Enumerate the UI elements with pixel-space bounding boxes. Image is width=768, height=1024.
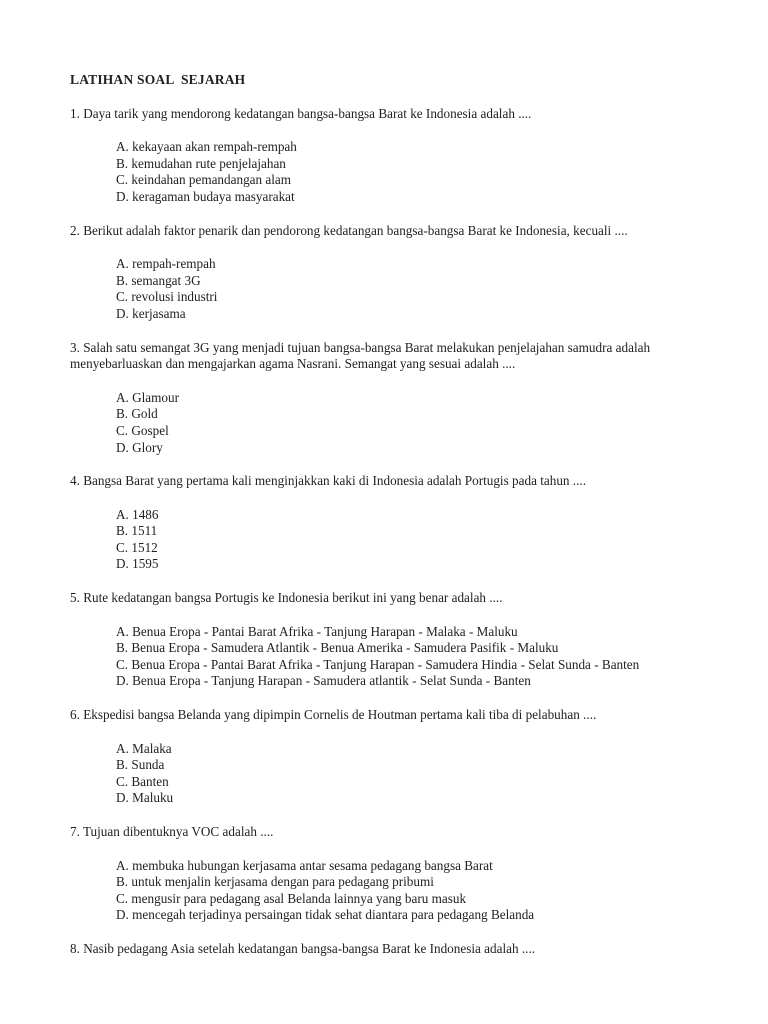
option-list [116, 390, 720, 456]
option-c: C. Gospel [116, 422, 169, 438]
option-list [116, 624, 720, 690]
question-1 [70, 106, 720, 206]
question-text: 2. Berikut adalah faktor penarik dan pendorong kedatangan bangsa-bangsa Barat ke Indonesia, kecuali .... [70, 222, 628, 238]
question-8 [70, 941, 720, 958]
question-4 [70, 473, 720, 573]
question-text: 1. Daya tarik yang mendorong kedatangan bangsa-bangsa Barat ke Indonesia adalah .... [70, 105, 532, 121]
option-a: A. Glamour [116, 389, 179, 405]
option-a: A. 1486 [116, 506, 159, 522]
option-b: B. Gold [116, 406, 158, 422]
option-a: A. rempah-rempah [116, 256, 216, 272]
page-title: LATIHAN SOAL SEJARAH [70, 72, 246, 87]
option-d: D. 1595 [116, 556, 159, 572]
option-b: B. Benua Eropa - Samudera Atlantik - Benua Amerika - Samudera Pasifik - Maluku [116, 640, 559, 656]
option-c: C. revolusi industri [116, 289, 218, 305]
option-a: A. Benua Eropa - Pantai Barat Afrika - Tanjung Harapan - Malaka - Maluku [116, 623, 518, 639]
option-a: A. Malaka [116, 740, 172, 756]
question-5 [70, 590, 720, 690]
option-c: C. keindahan pemandangan alam [116, 172, 292, 188]
question-2 [70, 223, 720, 323]
option-d: D. keragaman budaya masyarakat [116, 188, 295, 204]
question-3 [70, 340, 720, 457]
question-6 [70, 707, 720, 807]
option-list [116, 507, 720, 573]
option-a: A. kekayaan akan rempah-rempah [116, 139, 297, 155]
option-d: D. Maluku [116, 790, 174, 806]
option-list [116, 741, 720, 807]
option-list [116, 139, 720, 205]
document-page [70, 72, 720, 975]
option-list [116, 256, 720, 322]
option-d: D. Benua Eropa - Tanjung Harapan - Samudera atlantik - Selat Sunda - Banten [116, 673, 531, 689]
question-7 [70, 824, 720, 924]
question-text: 4. Bangsa Barat yang pertama kali menginjakkan kaki di Indonesia adalah Portugis pada tahun .... [70, 473, 586, 489]
option-b: B. kemudahan rute penjelajahan [116, 155, 286, 171]
option-d: D. Glory [116, 439, 163, 455]
option-c: C. mengusir para pedagang asal Belanda lainnya yang baru masuk [116, 890, 467, 906]
question-text: 7. Tujuan dibentuknya VOC adalah .... [70, 824, 274, 839]
option-b: B. untuk menjalin kerjasama dengan para pedagang pribumi [116, 874, 434, 890]
question-text: 5. Rute kedatangan bangsa Portugis ke Indonesia berikut ini yang benar adalah .... [70, 590, 503, 606]
option-c: C. 1512 [116, 539, 158, 555]
option-b: B. 1511 [116, 523, 158, 539]
option-b: B. semangat 3G [116, 272, 201, 288]
option-b: B. Sunda [116, 757, 165, 773]
option-a: A. membuka hubungan kerjasama antar sesama pedagang bangsa Barat [116, 857, 493, 873]
option-d: D. mencegah terjadinya persaingan tidak sehat diantara para pedagang Belanda [116, 907, 535, 923]
option-c: C. Banten [116, 773, 169, 789]
question-text: 3. Salah satu semangat 3G yang menjadi tujuan bangsa-bangsa Barat melakukan penjelajahan samudra adalah menyebarluaskan dan mengajarkan agama Nasrani. Semangat yang sesuai adalah .... [70, 339, 651, 372]
option-c: C. Benua Eropa - Pantai Barat Afrika - Tanjung Harapan - Samudera Hindia - Selat Sunda - Banten [116, 656, 640, 672]
option-d: D. kerjasama [116, 305, 186, 321]
question-text: 8. Nasib pedagang Asia setelah kedatangan bangsa-bangsa Barat ke Indonesia adalah .... [70, 940, 536, 956]
question-text: 6. Ekspedisi bangsa Belanda yang dipimpin Cornelis de Houtman pertama kali tiba di pelabuhan .... [70, 707, 597, 723]
option-list [116, 858, 720, 924]
